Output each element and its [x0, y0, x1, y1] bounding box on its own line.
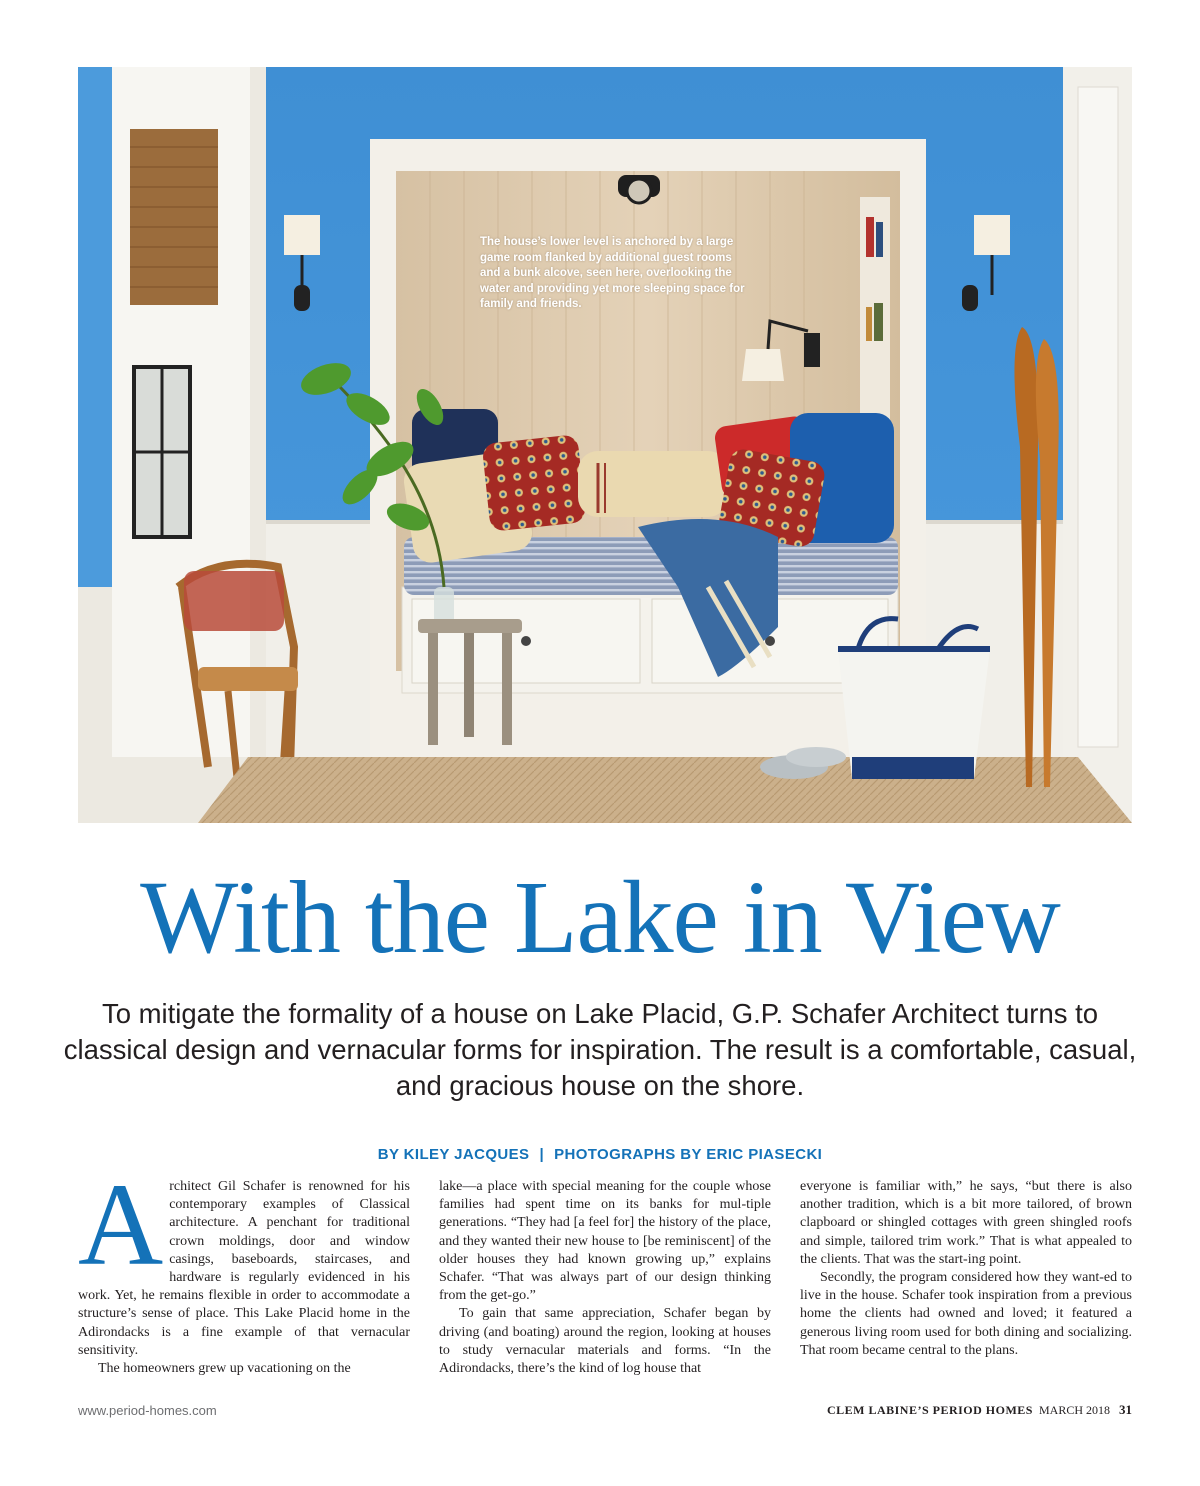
article-deck: To mitigate the formality of a house on Lake Placid, G.P. Schafer Architect turns to classical design and vernacular forms for inspiration. The result is a comfortable, casual, and gracious house on the shore. — [63, 998, 1137, 1101]
page-number: 31 — [1119, 1402, 1132, 1417]
photographer-credit: PHOTOGRAPHS BY ERIC PIASECKI — [554, 1146, 823, 1163]
drop-cap: A — [78, 1159, 164, 1290]
body-paragraph: To gain that same appreciation, Schafer began by driving (and boating) around the region, looking at houses to study vernacular materials and forms. “In the Adirondacks, there’s the kind of log house that — [439, 1306, 771, 1377]
body-column-3 — [800, 1178, 1132, 1360]
footer-website: www.period-homes.com — [78, 1403, 217, 1418]
body-paragraph: lake—a place with special meaning for the couple whose families had spent time on its banks for mul-tiple generations. “They had [a feel for] the history of the place, and they wanted their new house to [be reminiscent] of the older houses they had known growing up,” explains Schafer. “That was always part of our design thinking from the get-go.” — [439, 1179, 771, 1304]
hero-photo — [78, 67, 1132, 823]
footer-folio — [827, 1402, 1132, 1418]
author-credit: BY KILEY JACQUES — [377, 1146, 530, 1163]
body-column-1 — [78, 1159, 410, 1378]
byline-separator: | — [539, 1146, 545, 1163]
paragraph-text: rchitect Gil Schafer is renowned for his contemporary examples of Classical architecture. A penchant for traditional crown moldings, door and window casings, baseboards, staircases, and hardware is regularly evidenced in his work. Yet, he remains flexible in order to accommodate a structure’s sense of place. This Lake Placid home in the Adirondacks is a fine example of that vernacular sensitivity. — [78, 1179, 410, 1358]
body-paragraph: everyone is familiar with,” he says, “but there is also another tradition, which is a bit more tailored, of brown clapboard or shingled cottages with green shingled roofs and simple, tailored trim work.” That is what appealed to the clients. That was the start-ing point. — [800, 1179, 1132, 1267]
body-paragraph — [78, 1159, 410, 1360]
bunk-alcove-illustration — [78, 67, 1132, 823]
issue-date: MARCH 2018 — [1038, 1403, 1110, 1417]
byline — [0, 1146, 1200, 1163]
magazine-name: CLEM LABINE’S PERIOD HOMES — [826, 1403, 1033, 1417]
article-headline: With the Lake in View — [140, 860, 1060, 975]
photo-caption: The house’s lower level is anchored by a large game room flanked by additional guest rooms and a bunk alcove, seen here, overlooking the water and providing yet more sleeping space for family and friends. — [480, 236, 745, 310]
body-paragraph: Secondly, the program considered how they want-ed to live in the house. Schafer took inspiration from a previous home the clients had owned and loved; it featured a generous living room used for both dining and socializing. That room became central to the plans. — [800, 1270, 1132, 1358]
body-column-2 — [439, 1178, 771, 1378]
body-paragraph: The homeowners grew up vacationing on the — [98, 1361, 351, 1377]
